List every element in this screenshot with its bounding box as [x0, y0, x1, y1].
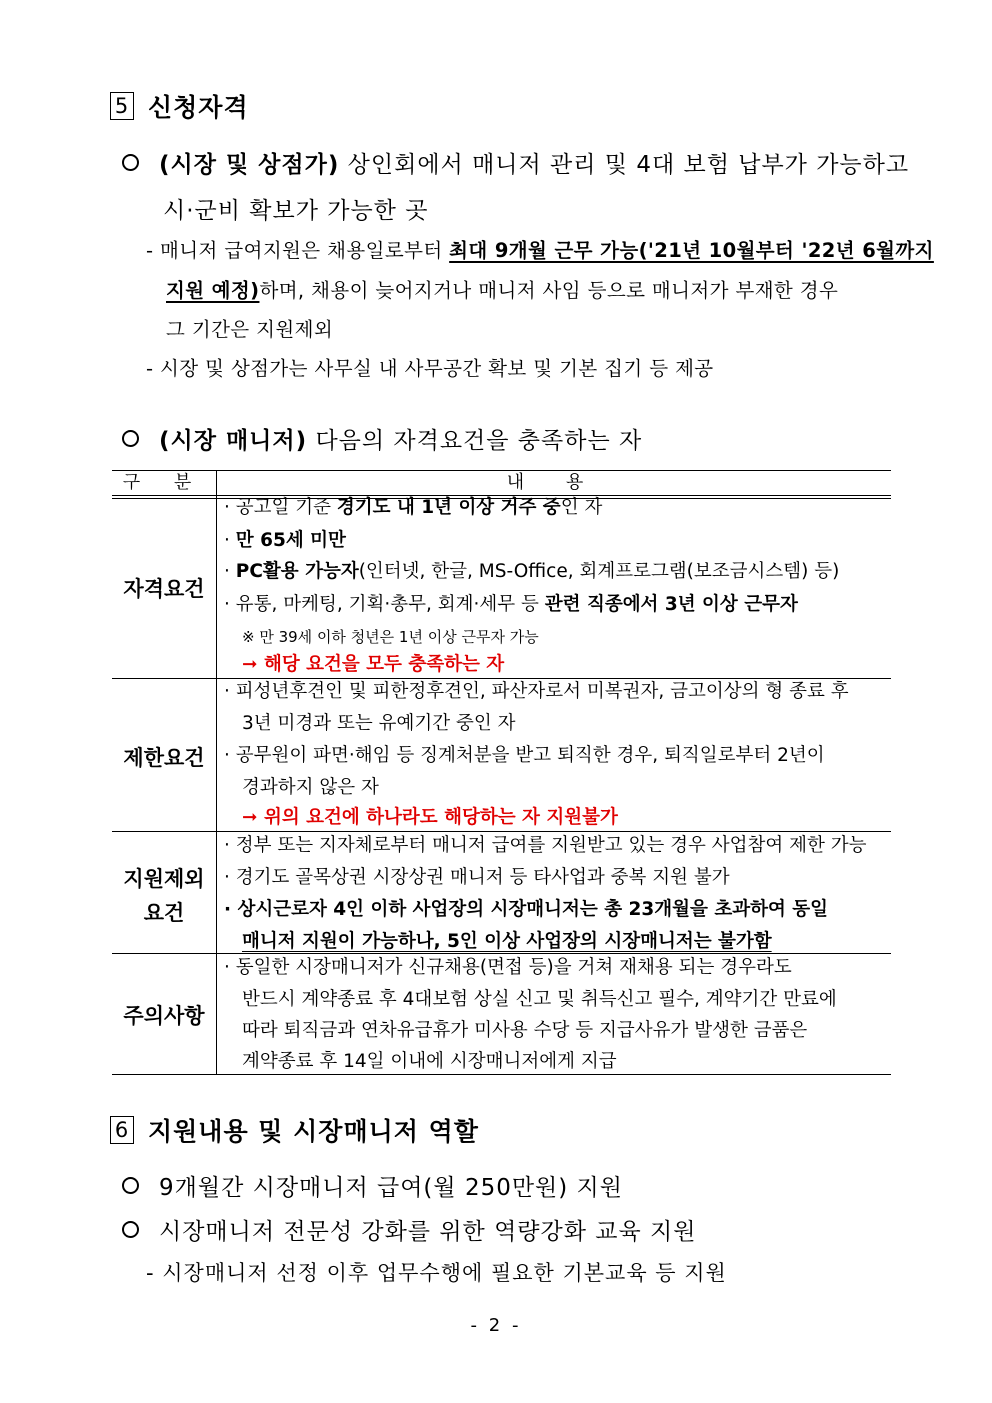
table-row-line: 3년 미경과 또는 유예기간 중인 자: [242, 713, 516, 734]
circle-bullet-icon: [122, 430, 139, 447]
sub-text: 하며, 채용이 늦어지거나 매니저 사임 등으로 매니저가 부재한 경우: [259, 279, 839, 302]
item-text: 다음의 자격요건을 충족하는 자: [315, 428, 643, 454]
row-head-exclusion-2: 요건: [143, 901, 185, 925]
row-head-restriction: 제한요건: [123, 746, 205, 770]
sub-bold-text: 지원 예정): [166, 279, 260, 302]
section6-item2: [122, 1213, 696, 1246]
market-store-item: [122, 146, 909, 179]
table-restriction-conclusion: ➞ 위의 요건에 하나라도 해당하는 자 지원불가: [242, 807, 618, 828]
row-head-qualification: 자격요건: [123, 577, 205, 601]
table-requirement-conclusion: ➞ 해당 요건을 모두 충족하는 자: [242, 654, 505, 675]
circle-bullet-icon: [122, 1221, 139, 1238]
section-number-box: 6: [110, 1116, 134, 1144]
table-row-line: [224, 556, 839, 588]
table-row-line: 계약종료 후 14일 이내에 시장매니저에게 지급: [242, 1051, 617, 1072]
item-label: (시장 매니저): [159, 428, 308, 454]
market-store-text-line2: 시·군비 확보가 가능한 곳: [163, 198, 429, 224]
market-store-sub1-line1: [146, 235, 934, 263]
table-row-line: · 정부 또는 지자체로부터 매니저 급여를 지원받고 있는 경우 사업참여 제한 가능: [224, 835, 867, 856]
table-row-line: 반드시 계약종료 후 4대보험 상실 신고 및 취득신고 필수, 계약기간 만료에: [242, 989, 837, 1010]
cell-bold-text: PC활용 가능자: [235, 561, 359, 582]
row-head-caution: 주의사항: [123, 1004, 205, 1028]
header-category: 구 분: [122, 472, 206, 493]
table-row-line: 따라 퇴직금과 연차유급휴가 미사용 수당 등 지급사유가 발생한 금품은: [242, 1020, 808, 1041]
sub-text: - 매니저 급여지원은 채용일로부터: [146, 239, 450, 262]
cell-text: · 유통, 마케팅, 기획·총무, 회계·세무 등: [224, 594, 545, 615]
table-row-line: · 경기도 골목상권 시장상권 매니저 등 타사업과 중복 지원 불가: [224, 867, 730, 888]
cell-text: ·: [224, 561, 236, 582]
market-store-sub1-line2: [166, 275, 838, 303]
table-row-line: [224, 525, 346, 557]
section-5-heading: [110, 88, 249, 124]
table-row-line: 경과하지 않은 자: [242, 777, 379, 798]
table-row-line: · 공무원이 파면·해임 등 징계처분을 받고 퇴직한 경우, 퇴직일로부터 2년이: [224, 745, 825, 766]
sub-bold-text: 최대 9개월 근무 가능('21년 10월부터 '22년 6월까지: [449, 239, 934, 262]
table-row-line: · 동일한 시장매니저가 신규채용(면접 등)을 거쳐 재채용 되는 경우라도: [224, 957, 792, 978]
market-store-sub1-line3: 그 기간은 지원제외: [166, 318, 334, 341]
item-text: 시장매니저 전문성 강화를 위한 역량강화 교육 지원: [159, 1219, 697, 1245]
circle-bullet-icon: [122, 154, 139, 171]
qualification-table: [112, 470, 891, 1076]
cell-text: (인터넷, 한글, MS-Office, 회계프로그램(보조금시스템) 등): [358, 561, 840, 582]
table-row-line: · 피성년후견인 및 피한정후견인, 파산자로서 미복권자, 금고이상의 형 종료 후: [224, 681, 849, 702]
cell-text: 인 자: [560, 497, 603, 518]
table-row-line: 매니저 지원이 가능하나, 5인 이상 사업장의 시장매니저는 불가함: [242, 931, 772, 952]
table-row-line: [224, 492, 602, 524]
section6-item1: [122, 1169, 623, 1202]
item-label: (시장 및 상점가): [159, 152, 340, 178]
header-content: 내 용: [506, 472, 602, 493]
table-row-line: · 상시근로자 4인 이하 사업장의 시장매니저는 총 23개월을 초과하여 동일: [224, 899, 829, 920]
section-title: 신청자격: [148, 93, 249, 122]
table-note: ※ 만 39세 이하 청년은 1년 이상 근무자 가능: [242, 628, 539, 646]
cell-bold-text: 경기도 내 1년 이상 거주 중: [336, 497, 561, 518]
section-6-heading: [110, 1112, 479, 1148]
row-head-exclusion-1: 지원제외: [123, 867, 205, 891]
item-text: 상인회에서 매니저 관리 및 4대 보험 납부가 가능하고: [347, 152, 910, 178]
cell-text: ·: [224, 530, 236, 551]
cell-text: · 공고일 기준: [224, 497, 337, 518]
section-number-box: 5: [110, 92, 134, 120]
item-text: 9개월간 시장매니저 급여(월 250만원) 지원: [159, 1175, 623, 1201]
circle-bullet-icon: [122, 1177, 139, 1194]
section6-sub1: - 시장매니저 선정 이후 업무수행에 필요한 기본교육 등 지원: [146, 1261, 727, 1285]
cell-bold-text: 관련 직종에서 3년 이상 근무자: [544, 594, 798, 615]
column-divider: [216, 470, 217, 1075]
market-store-sub2: - 시장 및 상점가는 사무실 내 사무공간 확보 및 기본 집기 등 제공: [146, 357, 714, 380]
page-number: - 2 -: [470, 1315, 522, 1336]
cell-bold-text: 만 65세 미만: [235, 530, 346, 551]
market-manager-item: [122, 422, 642, 455]
section-title: 지원내용 및 시장매니저 역할: [148, 1117, 479, 1146]
table-row-line: [224, 589, 798, 621]
